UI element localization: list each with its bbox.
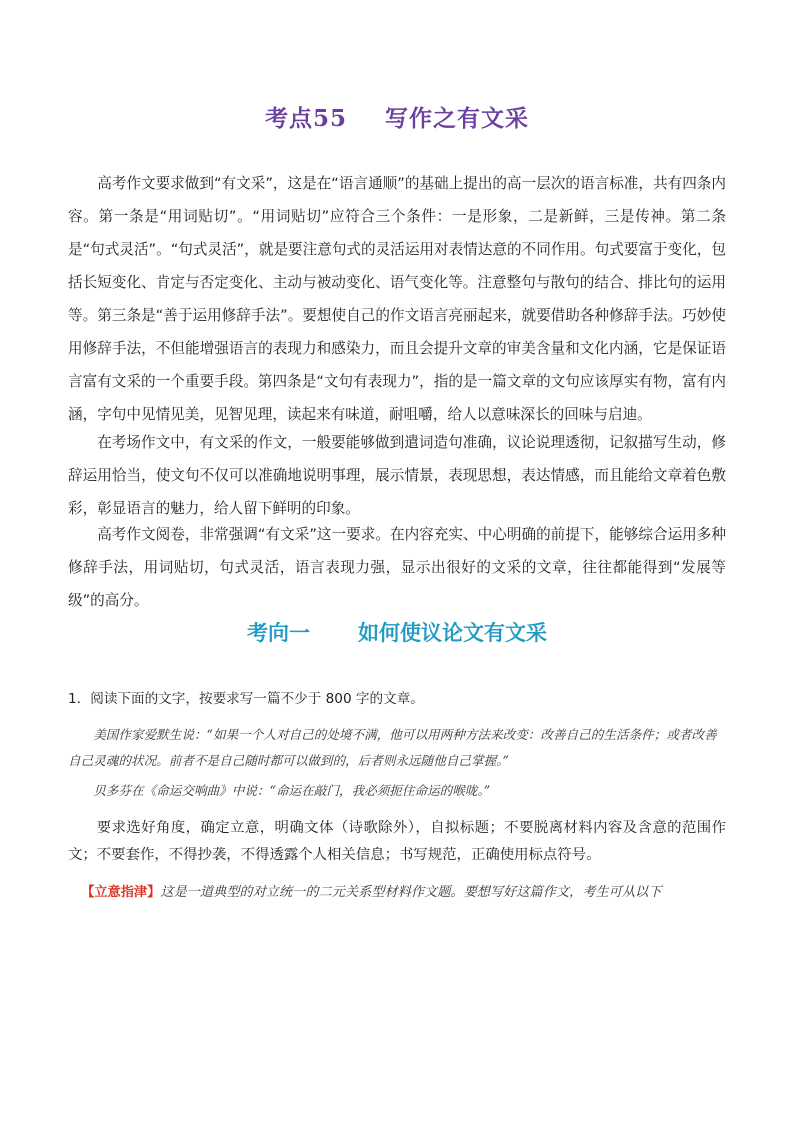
question-prompt: 1．阅读下面的文字，按要求写一篇不少于 800 字的文章。 (68, 691, 424, 707)
tip-paragraph (68, 882, 726, 904)
question-requirements: 要求选好角度，确定立意，明确文体（诗歌除外），自拟标题；不要脱离材料内容及含意的范围作文；不要套作，不得抄袭，不得透露个人相关信息；书写规范，正确使用标点符号。 (68, 820, 726, 863)
title-point: 考点55 (264, 105, 347, 132)
tip-tag: 【立意指津】 (81, 885, 161, 900)
quote-beethoven: 贝多芬在《命运交响曲》中说：“命运在敲门，我必须扼住命运的喉咙。” (93, 783, 491, 798)
quote-emerson: 美国作家爱默生说：“如果一个人对自己的处境不满，他可以用两种方法来改变：改善自己的生活条件；或者改善自己灵魂的状况。前者不是自己随时都可以做到的，后者则永远随他自己掌握。” (68, 727, 717, 768)
section-label: 考向一 (247, 621, 310, 645)
intro-paragraph-3: 高考作文阅卷，非常强调“有文采”这一要求。在内容充实、中心明确的前提下，能够综合运用多种修辞手法，用词贴切，句式灵活，语言表现力强，显示出很好的文采的文章，往往都能得到“发展等级”的高分。 (68, 526, 726, 609)
title-name: 写作之有文采 (385, 105, 529, 132)
page-title (0, 100, 794, 133)
section-name: 如何使议论文有文采 (358, 621, 547, 645)
intro-paragraph-2: 在考场作文中，有文采的作文，一般要能够做到遣词造句准确，议论说理透彻，记叙描写生动，修辞运用恰当，使文句不仅可以准确地说明事理，展示情景，表现思想，表达情感，而且能给文章着色敷彩，彰显语言的魅力，给人留下鲜明的印象。 (68, 434, 726, 517)
section-heading (0, 617, 794, 647)
tip-text: 这是一道典型的对立统一的二元关系型材料作文题。要想写好这篇作文，考生可从以下 (160, 885, 662, 900)
intro-paragraph-1: 高考作文要求做到“有文采”，这是在“语言通顺”的基础上提出的高一层次的语言标准，共有四条内容。第一条是“用词贴切”。“用词贴切”应符合三个条件：一是形象，二是新鲜，三是传神。第二条是“句式灵活”。“句式灵活”，就是要注意句式的灵活运用对表情达意的不同作用。句式要富于变化，包括长短变化、肯定与否定变化、主动与被动变化、语气变化等。注意整句与散句的结合、排比句的运用等。第三条是“善于运用修辞手法”。要想使自己的作文语言亮丽起来，就要借助各种修辞手法。巧妙使用修辞手法，不但能增强语言的表现力和感染力，而且会提升文章的审美含量和文化内涵，它是保证语言富有文采的一个重要手段。第四条是“文句有表现力”，指的是一篇文章的文句应该厚实有物，富有内涵，字句中见情见美，见智见理，读起来有味道，耐咀嚼，给人以意味深长的回味与启迪。 (68, 175, 726, 423)
